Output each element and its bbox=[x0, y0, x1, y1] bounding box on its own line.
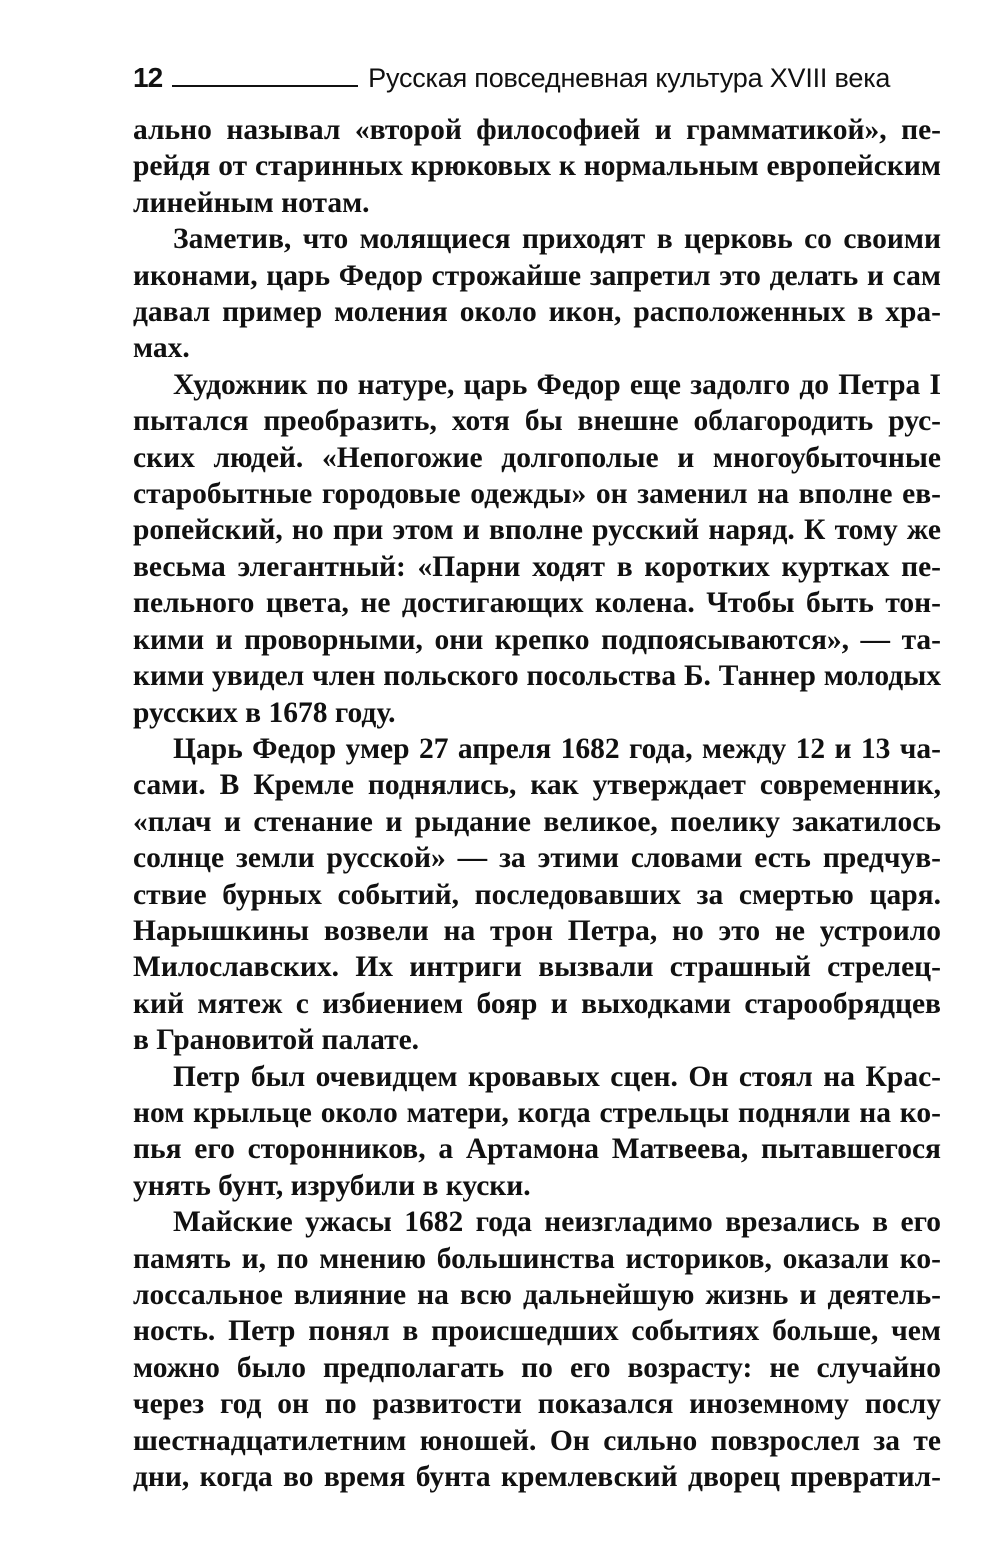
text-line: старобытные городовые одежды» он заменил на вполне ев- bbox=[133, 478, 941, 511]
text-line: пья его сторонников, а Артамона Матвеева, пытавшегося bbox=[133, 1133, 941, 1166]
text-line: кими увидел член польского посольства Б. Таннер молодых bbox=[133, 660, 941, 693]
text-line: Милославских. Их интриги вызвали страшный стрелец- bbox=[133, 951, 941, 984]
text-line: Петр был очевидцем кровавых сцен. Он стоял на Крас- bbox=[173, 1060, 941, 1093]
text-line: иконами, царь Федор строжайше запретил это делать и сам bbox=[133, 259, 941, 292]
paragraph bbox=[133, 112, 941, 221]
running-header bbox=[133, 58, 941, 92]
text-line: кий мятеж с избиением бояр и выходками старообрядцев bbox=[133, 987, 941, 1020]
running-title: Русская повседневная культура XVIII века bbox=[368, 63, 891, 93]
text-line: пельного цвета, не достигающих колена. Чтобы быть тон- bbox=[133, 587, 941, 620]
paragraph bbox=[133, 1059, 941, 1205]
text-line: лоссальное влияние на всю дальнейшую жизнь и деятель- bbox=[133, 1279, 941, 1311]
text-line: Царь Федор умер 27 апреля 1682 года, между 12 и 13 ча- bbox=[173, 732, 941, 765]
text-line: можно было предполагать по его возрасту: не случайно bbox=[133, 1351, 941, 1384]
text-line: Художник по натуре, царь Федор еще задолго до Петра I bbox=[173, 368, 941, 401]
text-line: шестнадцатилетним юношей. Он сильно повзрослел за те bbox=[133, 1424, 941, 1457]
text-line: сами. В Кремле поднялись, как утверждает современник, bbox=[133, 769, 941, 802]
text-line: ропейский, но при этом и вполне русский наряд. К тому же bbox=[133, 514, 941, 547]
text-line: ских людей. «Непогожие долгополые и многоубыточные bbox=[133, 441, 941, 474]
text-line: «плач и стенание и рыдание великое, поелику закатилось bbox=[133, 805, 941, 838]
text-line: унять бунт, изрубили в куски. bbox=[133, 1169, 531, 1202]
text-line: мах. bbox=[133, 332, 190, 365]
text-line: память и, по мнению большинства историков, оказали ко- bbox=[133, 1242, 941, 1275]
text-line: рейдя от старинных крюковых к нормальным европейским bbox=[133, 150, 941, 183]
text-line: русских в 1678 году. bbox=[133, 696, 396, 729]
page-number: 12 bbox=[133, 62, 163, 93]
text-line: Заметив, что молящиеся приходят в церковь со своими bbox=[173, 223, 941, 256]
text-line: кими и проворными, они крепко подпоясываются», — та- bbox=[133, 623, 941, 656]
text-line: дни, когда во время бунта кремлевский дворец превратил- bbox=[133, 1461, 941, 1494]
header-rule bbox=[172, 85, 358, 87]
paragraph bbox=[133, 1204, 941, 1495]
text-line: солнце земли русской» — за этими словами есть предчув- bbox=[133, 842, 941, 875]
paragraph bbox=[133, 367, 941, 731]
text-line: ном крыльце около матери, когда стрельцы подняли на ко- bbox=[133, 1096, 941, 1129]
paragraph bbox=[133, 731, 941, 1059]
text-line: Майские ужасы 1682 года неизгладимо врезались в его bbox=[173, 1206, 941, 1239]
text-line: ствие бурных событий, последовавших за смертью царя. bbox=[133, 878, 941, 911]
text-line: линейным нотам. bbox=[133, 186, 370, 219]
paragraph bbox=[133, 221, 941, 367]
text-line: в Грановитой палате. bbox=[133, 1024, 420, 1057]
text-line: давал пример моления около икон, расположенных в хра- bbox=[133, 296, 941, 329]
text-line: весьма элегантный: «Парни ходят в коротких куртках пе- bbox=[133, 550, 941, 583]
text-line: ность. Петр понял в происшедших событиях больше, чем bbox=[133, 1315, 941, 1348]
text-line: ально называл «второй философией и грамматикой», пе- bbox=[133, 114, 941, 146]
text-line: Нарышкины возвели на трон Петра, но это не устроило bbox=[133, 914, 941, 947]
text-line: пытался преобразить, хотя бы внешне облагородить рус- bbox=[133, 405, 941, 438]
body-text bbox=[133, 112, 941, 1495]
text-line: через год он по развитости показался иноземному послу bbox=[133, 1388, 941, 1421]
